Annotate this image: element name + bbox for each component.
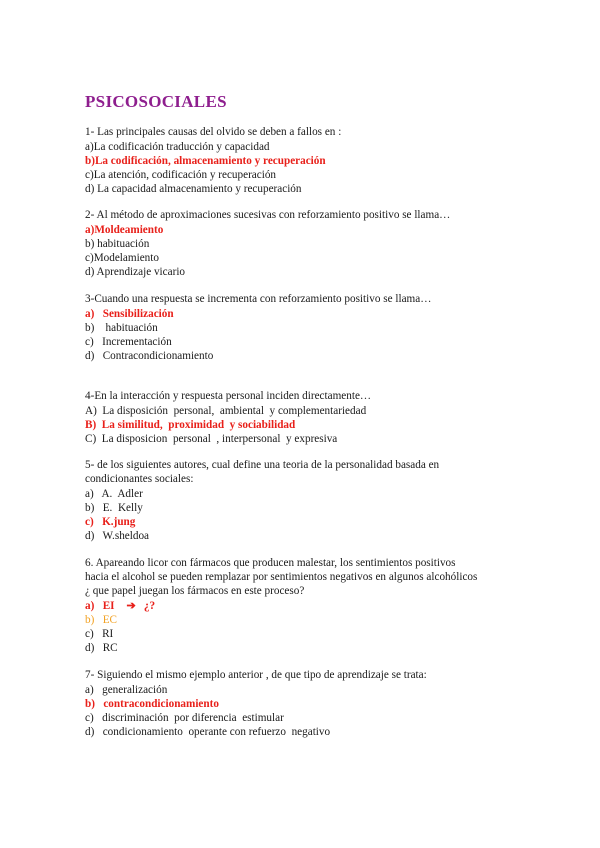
option-b: b) E. Kelly [85, 502, 143, 514]
option-d: d) RC [85, 642, 118, 654]
option-b-correct: b) contracondicionamiento [85, 698, 219, 710]
option-a-correct: a) Sensibilización [85, 308, 174, 320]
question-2 [85, 208, 525, 279]
question-4 [85, 389, 525, 446]
arrow-right-icon: ➔ [126, 600, 136, 612]
question-3 [85, 292, 525, 363]
question-text: 7- Siguiendo el mismo ejemplo anterior , de que tipo de aprendizaje se trata: [85, 669, 427, 681]
option-c: c)La atención, codificación y recuperación [85, 169, 277, 181]
question-text: 2- Al método de aproximaciones sucesivas con reforzamiento positivo se llama… [85, 209, 451, 221]
option-a-correct: a) EI ➔ ¿? [85, 600, 156, 612]
option-b: b) habituación [85, 238, 150, 250]
question-text-line3: ¿ que papel juegan los fármacos en este proceso? [85, 585, 305, 597]
option-b-partial: b) EC [85, 614, 118, 626]
option-a: a)La codificación traducción y capacidad [85, 141, 270, 153]
option-c: c)Modelamiento [85, 252, 159, 264]
question-text: 4-En la interacción y respuesta personal inciden directamente… [85, 390, 372, 402]
option-c: C) La disposicion personal , interpersonal y expresiva [85, 433, 338, 445]
option-c: c) Incrementación [85, 336, 172, 348]
option-b-correct: b)La codificación, almacenamiento y recuperación [85, 155, 326, 167]
option-b: b) habituación [85, 322, 158, 334]
option-a: a) A. Adler [85, 488, 143, 500]
option-a-correct: a)Moldeamiento [85, 224, 164, 236]
question-text-line2: hacia el alcohol se pueden remplazar por sentimientos negativos en algunos alcohólicos [85, 571, 478, 583]
option-d: d) Aprendizaje vicario [85, 266, 186, 278]
page-title: PSICOSOCIALES [85, 92, 227, 111]
option-c: c) discriminación por diferencia estimular [85, 712, 284, 724]
option-c: c) RI [85, 628, 114, 640]
question-6 [85, 556, 525, 655]
option-a: A) La disposición personal, ambiental y complementariedad [85, 405, 367, 417]
question-5 [85, 458, 525, 543]
question-text: 6. Apareando licor con fármacos que producen malestar, los sentimientos positivos [85, 557, 456, 569]
question-text: 1- Las principales causas del olvido se deben a fallos en : [85, 126, 342, 138]
option-d: d) W.sheldoa [85, 530, 150, 542]
question-text: 5- de los siguientes autores, cual define una teoria de la personalidad basada en [85, 459, 440, 471]
option-d: d) condicionamiento operante con refuerzo negativo [85, 726, 331, 738]
question-7 [85, 668, 525, 739]
option-d: d) La capacidad almacenamiento y recuperación [85, 183, 302, 195]
option-c-correct: c) K.jung [85, 516, 136, 528]
question-text: 3-Cuando una respuesta se incrementa con reforzamiento positivo se llama… [85, 293, 432, 305]
question-text-line2: condicionantes sociales: [85, 473, 194, 485]
question-1 [85, 125, 525, 196]
option-b-correct: B) La similitud, proximidad y sociabilidad [85, 419, 296, 431]
option-d: d) Contracondicionamiento [85, 350, 214, 362]
option-a: a) generalización [85, 684, 168, 696]
